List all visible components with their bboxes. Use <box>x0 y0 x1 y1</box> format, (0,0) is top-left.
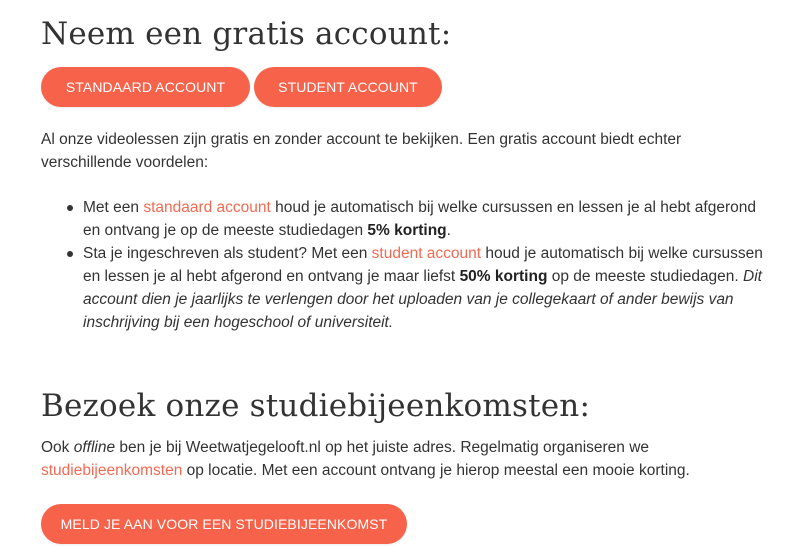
list-item-standard <box>83 196 773 242</box>
list-item-text: op de meeste studiedagen. <box>547 268 744 285</box>
standard-account-link[interactable]: standaard account <box>143 199 271 216</box>
list-item-text: Met een <box>83 199 144 216</box>
studiebijeenkomsten-link[interactable]: studiebijeenkomsten <box>41 462 183 479</box>
benefits-list <box>41 196 773 334</box>
register-meeting-button[interactable]: MELD JE AAN VOOR EEN STUDIEBIJEENKOMST <box>41 504 407 544</box>
student-account-link[interactable]: student account <box>371 245 482 262</box>
discount-label: 50% korting <box>459 268 548 285</box>
list-item-student <box>83 242 773 334</box>
meetings-heading: Bezoek onze studiebijeenkomsten: <box>41 388 591 424</box>
meetings-text <box>41 436 741 482</box>
student-account-button[interactable]: STUDENT ACCOUNT <box>254 67 442 107</box>
offline-word: offline <box>73 439 116 456</box>
meetings-text-part: op locatie. Met een account ontvang je hierop meestal een mooie korting. <box>182 462 690 479</box>
account-intro-text: Al onze videolessen zijn gratis en zonder account te bekijken. Een gratis account biedt echter verschillende voordelen: <box>41 131 682 171</box>
renewal-note: Dit account dien je jaarlijks te verlengen door het uploaden van je collegekaart of ander bewijs van inschrijving bij een hogeschool of universiteit. <box>83 268 762 331</box>
bullet-icon <box>67 251 73 257</box>
standard-account-button[interactable]: STANDAARD ACCOUNT <box>41 67 250 107</box>
account-heading: Neem een gratis account: <box>41 16 452 52</box>
meetings-text-part: ben je bij Weetwatjegelooft.nl op het juiste adres. Regelmatig organiseren we <box>115 439 650 456</box>
discount-label: 5% korting <box>367 222 447 239</box>
bullet-icon <box>67 205 73 211</box>
list-item-text: Sta je ingeschreven als student? Met een <box>83 245 372 262</box>
list-item-text: houd je automatisch bij welke cursussen en lessen je al hebt afgerond en ontvang je op de meeste studiedagen <box>83 199 756 239</box>
list-item-text: houd je automatisch bij welke cursussen en lessen je al hebt afgerond en ontvang je maar liefst <box>83 245 763 285</box>
list-item-text: . <box>446 222 451 239</box>
meetings-text-part: Ook <box>41 439 74 456</box>
